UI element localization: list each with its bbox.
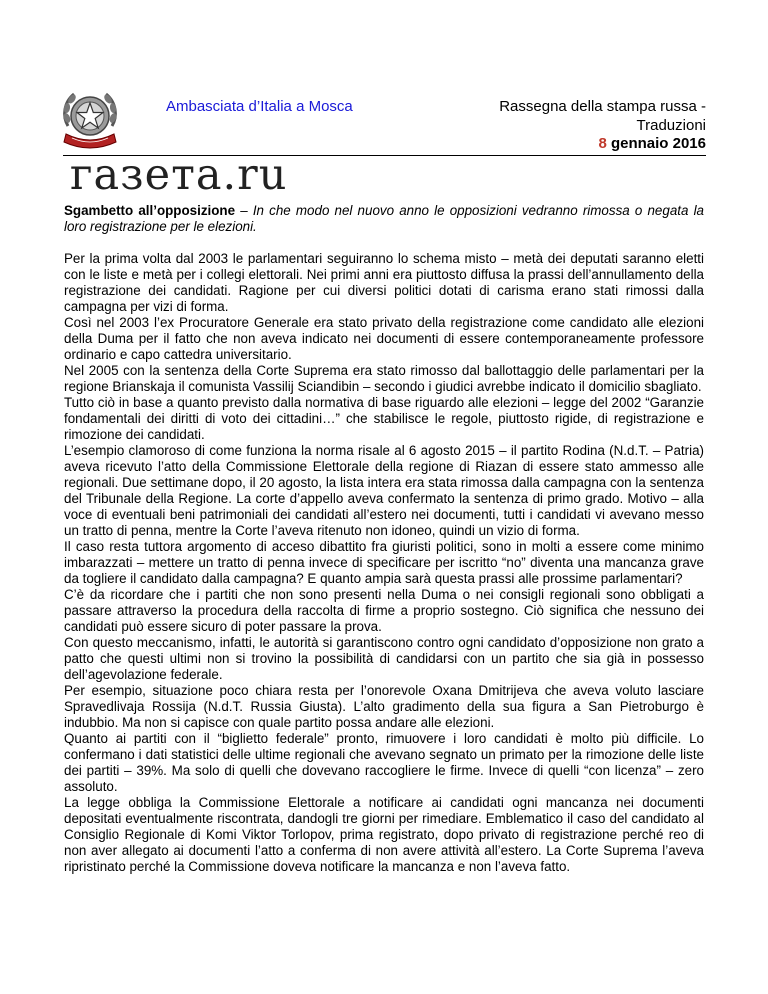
article-paragraph: C’è da ricordare che i partiti che non sono presenti nella Duma o nei consigli regionali sono obbligati a passare attraverso la procedura della raccolta di firme a proprio sostegno. Ciò significa che nessuno dei candidati può essere sicuro di poter passare la prova.	[64, 587, 704, 634]
article-paragraph: Per esempio, situazione poco chiara resta per l’onorevole Oxana Dmitrijeva che aveva voluto lasciare Spravedlivaja Rossija (N.d.T. Russia Giusta). L’alto gradimento della sua figura a San Pietroburgo è indubbio. Ma non si capisce con quale partito possa andare alle elezioni.	[64, 683, 704, 730]
headline-separator: –	[235, 203, 253, 218]
italian-republic-emblem	[58, 86, 122, 152]
article-paragraph: Per la prima volta dal 2003 le parlamentari seguiranno lo schema misto – metà dei deputati saranno eletti con le liste e metà per i collegi elettorali. Nei primi anni era piuttosto diffusa la prassi dell’annullamento della registrazione dei candidati. Ragione per cui diversi politici dotati di carisma erano stati rimossi dalla campagna per vizi di forma.	[64, 251, 704, 314]
article-paragraph: Quanto ai partiti con il “biglietto federale” pronto, rimuovere i loro candidati è molto più difficile. Lo confermano i dati statistici delle ultime regionali che avevano segnato un primato per la rimozione delle liste dei partiti – 39%. Ma solo di quelli che dovevano raccogliere le firme. Invece di quelli “con licenza” – zero assoluto.	[64, 731, 704, 794]
source-logo: газета.ru	[70, 150, 288, 200]
issue-date-day: 8	[598, 135, 607, 152]
article-paragraph: L’esempio clamoroso di come funziona la norma risale al 6 agosto 2015 – il partito Rodina (N.d.T. – Patria) aveva ricevuto l’atto della Commissione Elettorale della regione di Riazan di essere stato ammesso alle regionali. Due settimane dopo, il 20 agosto, la lista intera era stata rimossa dalla campagna con la sentenza del Tribunale della Regione. La corte d’appello aveva confermato la sentenza di primo grado. Motivo – alla voce di eventuali beni patrimoniali dei candidati all’estero nei documenti, tutti i candidati vi avevano messo un tratto di penna, mentre la Corte l’aveva ritenuto non idoneo, quindi un vizio di forma.	[64, 443, 704, 538]
press-review-title: Rassegna della stampa russa -	[499, 98, 706, 115]
article-title: Sgambetto all’opposizione	[64, 203, 236, 218]
press-review-subtitle: Traduzioni	[636, 116, 706, 134]
article-paragraph: La legge obbliga la Commissione Elettorale a notificare ai candidati ogni mancanza nei documenti depositati eventualmente riscontrata, dandogli tre giorni per rimediare. Emblematico il caso del candidato al Consiglio Regionale di Komi Viktor Torlopov, prima registrato, dopo privato di registrazione perché reo di non aver allegato ai documenti l’atto a conferma di non avere attività all’estero. La Corte Suprema l’aveva ripristinato perché la Commissione doveva notificare la mancanza e non l’aveva fatto.	[64, 795, 704, 874]
article-paragraph: Così nel 2003 l’ex Procuratore Generale era stato privato della registrazione come candidato alle elezioni della Duma per il fatto che non aveva indicato nei documenti di essere contemporaneamente professore ordinario e capo cattedra universitario.	[64, 315, 704, 362]
article	[64, 203, 704, 875]
issue-date	[499, 135, 706, 154]
embassy-name: Ambasciata d’Italia a Mosca	[166, 98, 353, 115]
article-headline	[64, 203, 704, 235]
article-subtitle: In che modo nel nuovo anno le opposizioni vedranno rimossa o negata la loro registrazione per le elezioni.	[64, 203, 705, 234]
article-paragraph: Tutto ciò in base a quanto previsto dalla normativa di base riguardo alle elezioni – legge del 2002 “Garanzie fondamentali dei diritti di voto dei cittadini…” che stabilisce le regole, piuttosto rigide, di registrazione e rimozione dei candidati.	[64, 395, 704, 442]
article-paragraph: Con questo meccanismo, infatti, le autorità si garantiscono contro ogni candidato d’opposizione non grato a patto che questi ultimi non si trovino la possibilità di candidarsi con un partito che sia già in possesso dell’agevolazione federale.	[64, 635, 704, 682]
issue-date-month-year: gennaio 2016	[606, 135, 706, 152]
press-review-header	[499, 98, 706, 154]
article-paragraph: Il caso resta tuttora argomento di acceso dibattito fra giuristi politici, sono in molti a essere come minimo imbarazzati – mettere un tratto di penna invece di specificare per iscritto “no” diventa una mancanza grave da togliere il candidato dalla campagna? E quanto ampia sarà questa prassi alle prossime parlamentari?	[64, 539, 704, 586]
article-paragraph: Nel 2005 con la sentenza della Corte Suprema era stato rimosso dal ballottaggio delle parlamentari per la regione Brianskaja il comunista Vassilij Sciandibin – secondo i giudici avrebbe indicato il domicilio sbagliato.	[64, 363, 704, 394]
